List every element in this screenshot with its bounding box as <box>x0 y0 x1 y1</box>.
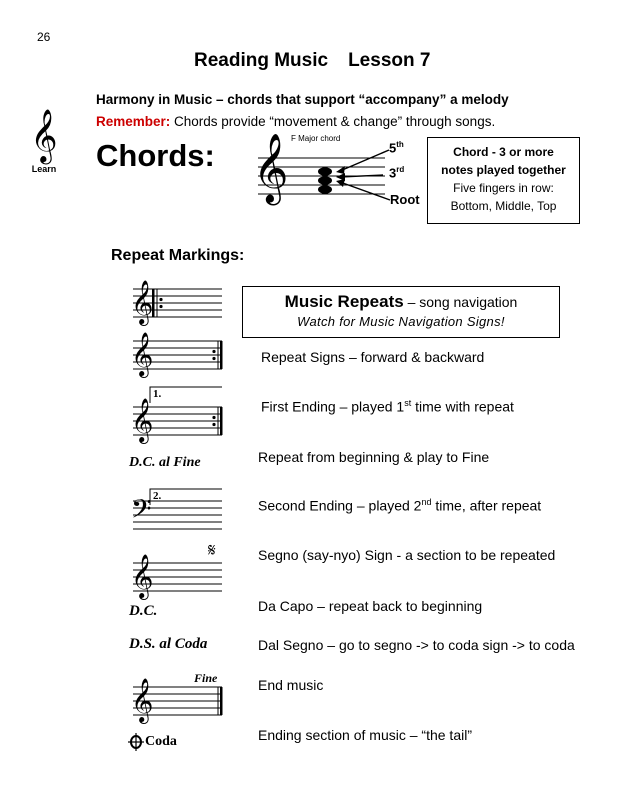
music-repeats-subtitle: – song navigation <box>403 294 518 310</box>
fifth-label: 5th <box>389 140 404 156</box>
marking-desc-dal-segno: Dal Segno – go to segno -> to coda sign -> to coda <box>258 637 575 653</box>
chord-box-line1: Chord - 3 or more <box>453 145 554 159</box>
chord-box-line2: notes played together <box>441 163 566 177</box>
root-label: Root <box>390 192 420 207</box>
music-repeats-tagline: Watch for Music Navigation Signs! <box>297 314 505 329</box>
marking-desc-segno: Segno (say-nyo) Sign - a section to be repeated <box>258 547 556 563</box>
remember-text: Chords provide “movement & change” through songs. <box>170 114 496 129</box>
chords-heading: Chords: <box>96 138 215 173</box>
learn-label: Learn <box>31 164 57 174</box>
bass-clef-icon: 𝄢 <box>131 493 152 531</box>
marking-desc-da-capo: Da Capo – repeat back to beginning <box>258 598 483 614</box>
repeat-heading: Repeat Markings: <box>111 247 245 264</box>
treble-clef-icon: 𝄞 <box>131 332 154 376</box>
harmony-line: Harmony in Music – chords that support “accompany” a melody <box>96 92 509 107</box>
page-number: 26 <box>37 30 51 44</box>
coda-icon <box>128 733 144 751</box>
ds-al-coda-label: D.S. al Coda <box>129 636 208 652</box>
dc-label: D.C. <box>129 603 158 619</box>
chord-box-line4: Bottom, Middle, Top <box>450 199 557 213</box>
page-title-right: Lesson 7 <box>348 50 431 71</box>
chord-box-line3: Five fingers in row: <box>453 181 554 195</box>
coda-label: Coda <box>145 734 177 749</box>
chord-treble-clef-icon: 𝄞 <box>253 133 289 203</box>
marking-desc-repeat-signs: Repeat Signs – forward & backward <box>261 349 485 365</box>
treble-clef-icon: 𝄞 <box>131 554 154 598</box>
marking-desc-first-ending: First Ending – played 1st time with repeat <box>261 398 514 415</box>
marking-desc-second-ending: Second Ending – played 2nd time, after repeat <box>258 497 542 514</box>
music-repeats-title: Music Repeats <box>284 292 404 311</box>
treble-clef-icon: 𝄞 <box>131 678 154 722</box>
dc-al-fine-label: D.C. al Fine <box>129 455 201 470</box>
first-ending-number: 1. <box>153 388 162 400</box>
second-ending-number: 2. <box>153 490 162 502</box>
third-label: 3rd <box>389 165 405 181</box>
treble-clef-icon: 𝄞 <box>131 398 154 442</box>
marking-desc-dc-al-fine: Repeat from beginning & play to Fine <box>258 449 490 465</box>
remember-label: Remember: <box>96 114 171 129</box>
marking-desc-fine: End music <box>258 677 324 693</box>
fine-label: Fine <box>194 671 218 685</box>
treble-clef-icon: 𝄞 <box>30 108 58 162</box>
segno-icon: 𝄋 <box>208 540 216 561</box>
chord-caption: F Major chord <box>291 134 341 143</box>
page-title-left: Reading Music <box>194 50 329 71</box>
marking-desc-coda: Ending section of music – “the tail” <box>258 727 472 743</box>
treble-clef-icon: 𝄞 <box>131 280 154 324</box>
